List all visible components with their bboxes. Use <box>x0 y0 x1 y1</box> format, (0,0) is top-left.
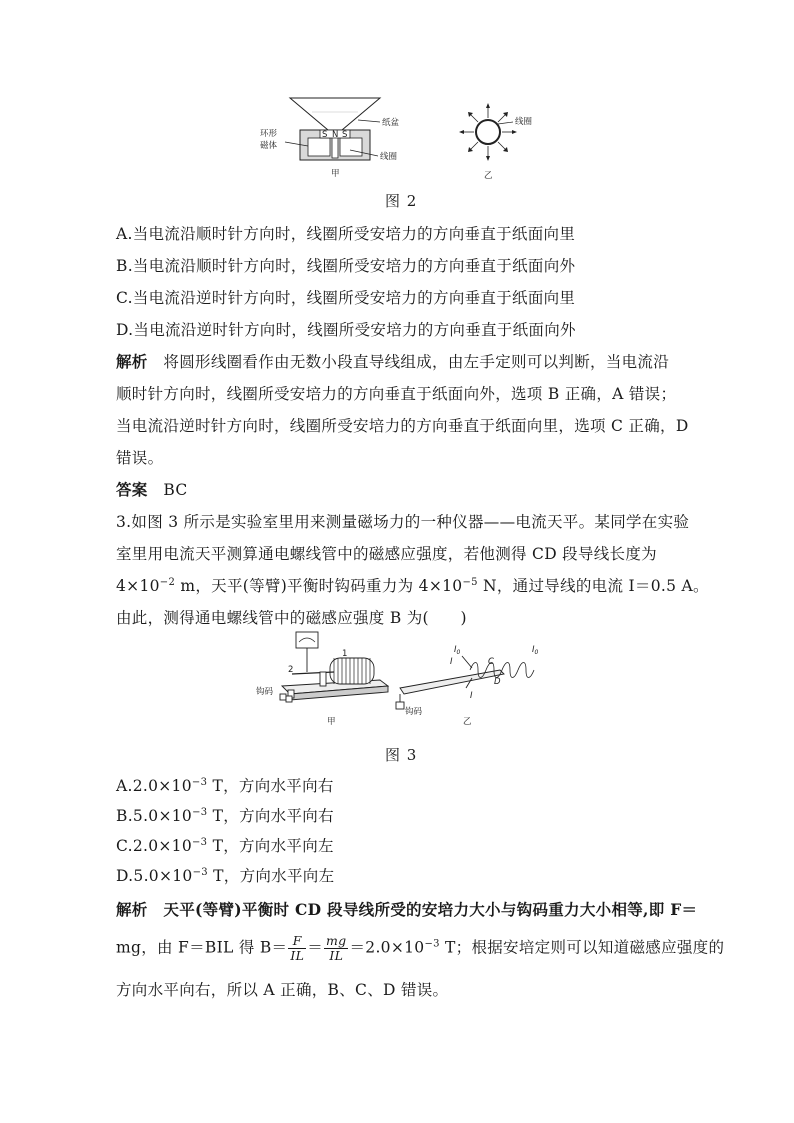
fraction-mg-over-il: $\frac{mg}{IL}$ <box>326 933 347 963</box>
analysis-text: 天平(等臂)平衡时 CD 段导线所受的安培力大小与钩码重力大小相等,即 F＝ <box>163 900 698 919</box>
current-label-bottom: I <box>470 691 473 701</box>
jia-label: 甲 <box>331 169 340 179</box>
current-balance-apparatus <box>280 632 388 702</box>
solenoid-lever <box>396 656 534 709</box>
weight-label-b: 钩码 <box>405 707 423 717</box>
q2-analysis-line-3: 当电流沿逆时针方向时，线圈所受安培力的方向垂直于纸面向里，选项 C 正确，D <box>116 417 689 435</box>
q2-answer <box>116 478 188 500</box>
answer-label: 答案 <box>116 480 148 499</box>
q2-option-a: A.当电流沿顺时针方向时，线圈所受安培力的方向垂直于纸面向里 <box>116 225 576 243</box>
formula-text: ＝2.0×10 <box>349 938 425 957</box>
coil-top-view <box>459 103 517 161</box>
coil-label: 线圈 <box>380 152 398 162</box>
q2-option-b: B.当电流沿顺时针方向时，线圈所受安培力的方向垂直于纸面向外 <box>116 257 576 275</box>
paper-cone-label: 纸盆 <box>382 118 400 128</box>
jia-label-3: 甲 <box>327 717 336 727</box>
analysis-text: 将圆形线圈看作由无数小段直导线组成，由左手定则可以判断，当电流沿 <box>163 353 670 371</box>
d-label: D <box>494 677 501 687</box>
c-label: C <box>488 657 494 667</box>
q3-option-c: $C.2.0\times 10^{-3}$ T，方向水平向左 <box>116 836 334 855</box>
coil-label-b: 线圈 <box>515 117 533 127</box>
q3-analysis-line-1 <box>116 898 697 920</box>
i0-right-label: $I_0$ <box>532 645 539 656</box>
q3-stem-line-2: 室里用电流天平测算通电螺线管中的磁感应强度，若他测得 CD 段导线长度为 <box>116 545 657 563</box>
q3-analysis-line-3: 方向水平向右，所以 A 正确，B、C、D 错误。 <box>116 981 449 999</box>
analysis-label: 解析 <box>116 900 148 919</box>
num-2-label: 2 <box>288 665 294 675</box>
answer-value: BC <box>163 481 188 499</box>
q3-option-d: $D.5.0\times 10^{-3}$ T，方向水平向左 <box>116 866 335 885</box>
fraction-f-over-il: $\frac{F}{IL}$ <box>290 933 305 963</box>
s-left-label: S <box>322 130 328 140</box>
speaker-cone <box>290 98 380 130</box>
n-label: N <box>332 130 339 140</box>
q2-analysis-line-2: 顺时针方向时，线圈所受安培力的方向垂直于纸面向外，选项 B 正确，A 错误； <box>116 385 677 403</box>
yi-label: 乙 <box>484 171 493 181</box>
figure-3-caption: 图 3 <box>385 746 418 764</box>
analysis-label: 解析 <box>116 352 148 371</box>
figure-2-caption: 图 2 <box>385 192 418 210</box>
q2-option-c: C.当电流沿逆时针方向时，线圈所受安培力的方向垂直于纸面向里 <box>116 289 576 307</box>
i0-left-label: $I_0$ <box>454 645 461 656</box>
q3-text: N，通过导线的电流 I＝0.5 A。 <box>477 577 709 595</box>
q3-option-a: $A.2.0\times 10^{-3}$ T，方向水平向右 <box>116 776 334 795</box>
weight-label-a: 钩码 <box>256 687 274 697</box>
current-label-top: I <box>450 657 453 667</box>
ring-magnet-label-1: 环形 <box>260 129 278 139</box>
q3-stem-line-1: 3.如图 3 所示是实验室里用来测量磁场力的一种仪器——电流天平。某同学在实验 <box>116 513 690 531</box>
q3-option-b: $B.5.0\times 10^{-3}$ T，方向水平向右 <box>116 806 334 825</box>
ring-magnet-label-2: 磁体 <box>260 141 278 151</box>
s-right-label: S <box>342 130 348 140</box>
figure-3-diagram <box>250 628 550 728</box>
q3-text: 4×10 <box>116 577 160 595</box>
formula-text: T；根据安培定则可以知道磁感应强度的 <box>439 938 725 957</box>
yi-label-3: 乙 <box>463 717 472 727</box>
q2-analysis-line-1 <box>116 350 669 372</box>
formula-exponent: −3 <box>424 938 440 950</box>
q3-stem-line-4: 由此，测得通电螺线管中的磁感应强度 B 为( ) <box>116 609 467 627</box>
q3-exponent: −2 <box>159 576 176 588</box>
formula-text: mg，由 F＝BIL 得 B＝ <box>116 938 288 957</box>
q2-analysis-line-4: 错误。 <box>116 449 164 467</box>
q3-text: m，天平(等臂)平衡时钩码重力为 4×10 <box>175 577 463 595</box>
q2-option-d: D.当电流沿逆时针方向时，线圈所受安培力的方向垂直于纸面向外 <box>116 321 576 339</box>
q3-analysis-line-2 <box>116 934 724 963</box>
num-1-label: 1 <box>342 649 348 659</box>
q3-exponent: −5 <box>462 576 478 588</box>
equals-sign: ＝ <box>307 938 324 957</box>
figure-2-diagram <box>250 92 550 184</box>
q3-stem-line-3 <box>116 574 709 596</box>
